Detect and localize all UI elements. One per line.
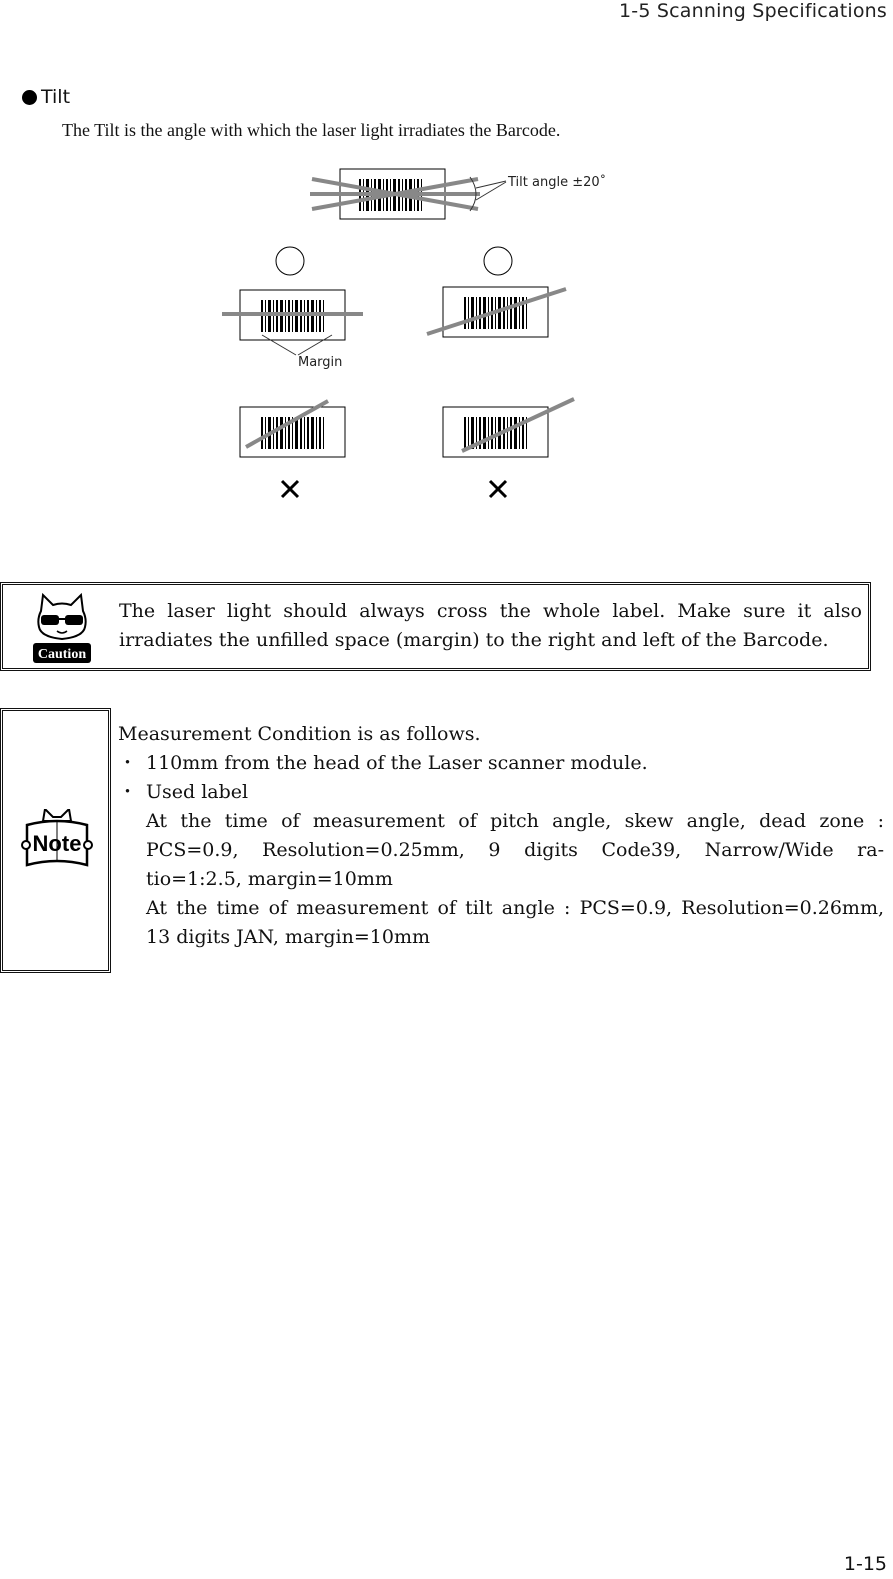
ok-circle-icon (276, 247, 304, 275)
note-sub1-line3: tio=1:2.5, margin=10mm (146, 868, 393, 890)
note-content (118, 720, 884, 952)
margin-label: Margin (298, 355, 343, 370)
note-icon-label: Note (32, 831, 82, 856)
ng-cross-icon (282, 481, 298, 497)
ok-circle-icon (484, 247, 512, 275)
note-sub2-line1: At the time of measurement of tilt angle : PCS=0.9, Resolution=0.26mm, (146, 897, 884, 919)
note-cat-icon (21, 809, 93, 875)
page-number: 1-15 (843, 1553, 887, 1575)
note-sub1-line1: At the time of measurement of pitch angle, skew angle, dead zone : (146, 810, 884, 832)
ok-barcode-horizontal (222, 290, 363, 370)
tilt-angle-label: Tilt angle ±20˚ (508, 175, 607, 190)
ok-barcode-tilted (427, 287, 566, 337)
note-sub2-line2: 13 digits JAN, margin=10mm (146, 926, 430, 948)
note-sub1-line2: PCS=0.9, Resolution=0.25mm, 9 digits Code39, Narrow/Wide ra- (146, 839, 884, 861)
section-heading (22, 86, 70, 108)
note-intro: Measurement Condition is as follows. (118, 723, 481, 745)
note-item-label-text: Used label (146, 781, 249, 803)
caution-cat-icon (27, 591, 97, 667)
section-title: Tilt (41, 86, 71, 108)
caution-text (119, 597, 862, 655)
ng-barcode-1 (240, 401, 345, 457)
bullet-dot-icon (22, 90, 37, 105)
ng-barcode-2 (443, 399, 574, 457)
section-header: 1-5 Scanning Specifications (618, 0, 887, 22)
caution-line-1: The laser light should always cross the whole label. Make sure it also (119, 600, 862, 622)
note-item-label (118, 778, 884, 807)
note-item-distance (118, 749, 884, 778)
caution-line-2: irradiates the unfilled space (margin) to the right and left of the Barcode. (119, 629, 829, 651)
bullet-mark: ・ (118, 781, 138, 803)
caution-box (0, 582, 871, 671)
tilt-diagram (0, 155, 893, 515)
intro-text: The Tilt is the angle with which the laser light irradiates the Barcode. (62, 120, 561, 140)
caution-icon-label: Caution (37, 647, 87, 662)
tilt-angle-barcode (310, 169, 606, 219)
note-box (0, 708, 111, 973)
ng-cross-icon (490, 481, 506, 497)
bullet-mark: ・ (118, 752, 138, 774)
note-item-distance-text: 110mm from the head of the Laser scanner module. (146, 752, 648, 774)
